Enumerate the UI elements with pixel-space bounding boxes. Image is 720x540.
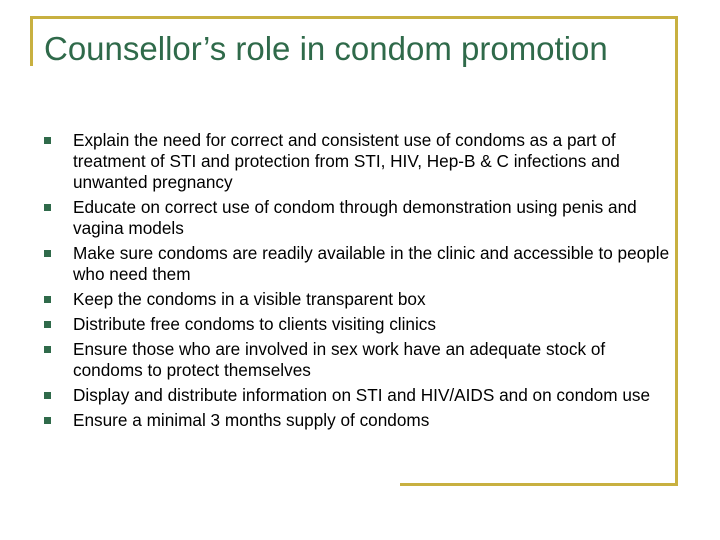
bullet-text: Keep the condoms in a visible transparent box xyxy=(73,289,426,309)
frame-left-line xyxy=(30,16,33,66)
bullet-item xyxy=(44,130,674,193)
bullet-text: Display and distribute information on STI and HIV/AIDS and on condom use xyxy=(73,385,651,405)
square-bullet-icon xyxy=(44,296,51,303)
bullet-item xyxy=(44,314,674,335)
bullet-item xyxy=(44,339,674,381)
bullet-item xyxy=(44,289,674,310)
square-bullet-icon xyxy=(44,321,51,328)
square-bullet-icon xyxy=(44,417,51,424)
square-bullet-icon xyxy=(44,392,51,399)
bullet-list xyxy=(44,130,674,435)
bullet-text: Ensure a minimal 3 months supply of condoms xyxy=(73,410,430,430)
bullet-item xyxy=(44,243,674,285)
bullet-item xyxy=(44,197,674,239)
frame-right-line xyxy=(675,16,678,486)
square-bullet-icon xyxy=(44,204,51,211)
bullet-text: Make sure condoms are readily available in the clinic and accessible to people who need them xyxy=(73,243,670,284)
bullet-text: Distribute free condoms to clients visiting clinics xyxy=(73,314,436,334)
bullet-text: Educate on correct use of condom through demonstration using penis and vagina models xyxy=(73,197,637,238)
frame-top-line xyxy=(30,16,678,19)
slide-title: Counsellor’s role in condom promotion xyxy=(44,30,608,67)
bullet-item xyxy=(44,385,674,406)
square-bullet-icon xyxy=(44,137,51,144)
bullet-text: Ensure those who are involved in sex work have an adequate stock of condoms to protect themselves xyxy=(73,339,606,380)
square-bullet-icon xyxy=(44,250,51,257)
bullet-item xyxy=(44,410,674,431)
frame-bottom-line xyxy=(400,483,678,486)
bullet-text: Explain the need for correct and consistent use of condoms as a part of treatment of STI and protection from STI, HIV, Hep-B & C infections and unwanted pregnancy xyxy=(73,130,620,192)
square-bullet-icon xyxy=(44,346,51,353)
